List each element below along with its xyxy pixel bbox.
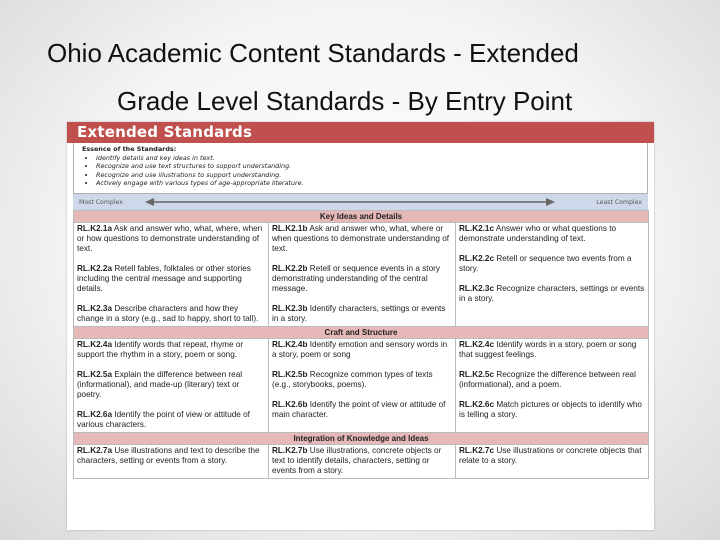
standard-code: RL.K2.2b: [272, 264, 308, 273]
standard-text: Recognize characters, settings or events in a story.: [459, 284, 645, 303]
standard-text: Retell or sequence events in a story demonstrating understanding of the central message.: [272, 264, 440, 293]
standard-code: RL.K2.7a: [77, 446, 113, 455]
standard-code: RL.K2.2c: [459, 254, 495, 263]
table-cell: [269, 223, 456, 327]
essence-title: Essence of the Standards:: [82, 145, 177, 153]
document-header: Extended Standards: [67, 122, 654, 143]
slide-subtitle: Grade Level Standards - By Entry Point: [117, 86, 573, 116]
standard-entry: [459, 224, 645, 244]
standard-entry: [77, 264, 265, 294]
standard-text: Identify the point of view or attitude of main character.: [272, 400, 446, 419]
standard-entry: [459, 446, 645, 466]
standard-entry: [272, 400, 452, 420]
standard-code: RL.K2.7b: [272, 446, 308, 455]
standard-entry: [459, 400, 645, 420]
table-cell: [74, 445, 269, 479]
standard-code: RL.K2.4a: [77, 340, 113, 349]
standard-code: RL.K2.6b: [272, 400, 308, 409]
standard-entry: [459, 340, 645, 360]
essence-item: • Recognize and use text structures to support understanding.: [96, 162, 641, 171]
standard-code: RL.K2.1a: [77, 224, 113, 233]
double-arrow-icon: [145, 196, 555, 208]
standard-text: Ask and answer who, what, where or when questions to demonstrate understanding of text.: [272, 224, 450, 253]
standard-entry: [272, 340, 452, 360]
section-title: Integration of Knowledge and Ideas: [74, 433, 649, 445]
standard-entry: [272, 304, 452, 324]
standard-entry: [459, 284, 645, 304]
standard-text: Recognize common types of texts (e.g., storybooks, poems).: [272, 370, 433, 389]
standard-entry: [459, 254, 645, 274]
standard-entry: [77, 446, 265, 466]
most-complex-label: Most Complex: [79, 199, 123, 206]
standard-entry: [272, 370, 452, 390]
least-complex-label: Least Complex: [596, 199, 642, 206]
standard-code: RL.K2.2a: [77, 264, 113, 273]
table-cell: [269, 339, 456, 433]
table-cell: [456, 339, 649, 433]
standard-entry: [272, 446, 452, 476]
standard-text: Match pictures or objects to identify who is telling a story.: [459, 400, 642, 419]
table-cell: [456, 223, 649, 327]
standard-text: Recognize the difference between real (informational), and a poem.: [459, 370, 636, 389]
standards-document: [67, 122, 654, 530]
essence-item: • Recognize and use illustrations to support understanding.: [96, 171, 641, 180]
standard-entry: [77, 370, 265, 400]
essence-item: • Identify details and key ideas in text.: [96, 154, 641, 163]
table-cell: [269, 445, 456, 479]
standard-text: Identify the point of view or attitude of various characters.: [77, 410, 250, 429]
standard-entry: [272, 264, 452, 294]
standard-code: RL.K2.5a: [77, 370, 113, 379]
standard-code: RL.K2.5c: [459, 370, 495, 379]
standard-text: Identify words that repeat, rhyme or support the rhythm in a story, poem or song.: [77, 340, 244, 359]
standard-code: RL.K2.5b: [272, 370, 308, 379]
standard-code: RL.K2.6c: [459, 400, 495, 409]
standard-code: RL.K2.4b: [272, 340, 308, 349]
standard-entry: [77, 340, 265, 360]
complexity-bar: [73, 194, 648, 210]
section-header-row: [74, 327, 649, 339]
standard-code: RL.K2.3b: [272, 304, 308, 313]
table-cell: [456, 445, 649, 479]
standard-text: Retell fables, folktales or other stories including the central message and supporting details.: [77, 264, 251, 293]
standard-entry: [77, 410, 265, 430]
section-title: Craft and Structure: [74, 327, 649, 339]
standard-code: RL.K2.1c: [459, 224, 495, 233]
table-cell: [74, 339, 269, 433]
table-row: [74, 223, 649, 327]
section-header-row: [74, 433, 649, 445]
standard-text: Use illustrations, concrete objects or text to identify details, characters, setting or events from a story.: [272, 446, 442, 475]
standard-text: Identify characters, settings or events in a story.: [272, 304, 446, 323]
standard-text: Identify words in a story, poem or song that suggest feelings.: [459, 340, 637, 359]
essence-list: [82, 154, 641, 188]
standard-text: Identify emotion and sensory words in a story, poem or song: [272, 340, 448, 359]
essence-item: • Actively engage with various types of age-appropriate literature.: [96, 179, 641, 188]
standard-code: RL.K2.4c: [459, 340, 495, 349]
standard-entry: [459, 370, 645, 390]
table-cell: [74, 223, 269, 327]
standard-code: RL.K2.1b: [272, 224, 308, 233]
standard-text: Retell or sequence two events from a story.: [459, 254, 632, 273]
standard-entry: [77, 224, 265, 254]
standards-table: [73, 210, 649, 479]
standard-code: RL.K2.3a: [77, 304, 113, 313]
standard-text: Use illustrations and text to describe the characters, setting or events from a story.: [77, 446, 260, 465]
standard-text: Use illustrations or concrete objects that relate to a story.: [459, 446, 642, 465]
standard-entry: [272, 224, 452, 254]
standard-text: Describe characters and how they change in a story (e.g., sad to happy, short to tall).: [77, 304, 259, 323]
standard-text: Ask and answer who, what, where, when or how questions to demonstrate understanding of text.: [77, 224, 263, 253]
slide-title: Ohio Academic Content Standards - Extended: [47, 38, 579, 68]
table-row: [74, 445, 649, 479]
section-title: Key Ideas and Details: [74, 211, 649, 223]
standard-entry: [77, 304, 265, 324]
standard-code: RL.K2.7c: [459, 446, 495, 455]
standard-text: Explain the difference between real (informational), and made-up (literary) text or poetry.: [77, 370, 243, 399]
table-row: [74, 339, 649, 433]
standard-code: RL.K2.6a: [77, 410, 113, 419]
essence-box: [73, 143, 648, 194]
standard-code: RL.K2.3c: [459, 284, 495, 293]
standard-text: Answer who or what questions to demonstrate understanding of text.: [459, 224, 617, 243]
section-header-row: [74, 211, 649, 223]
